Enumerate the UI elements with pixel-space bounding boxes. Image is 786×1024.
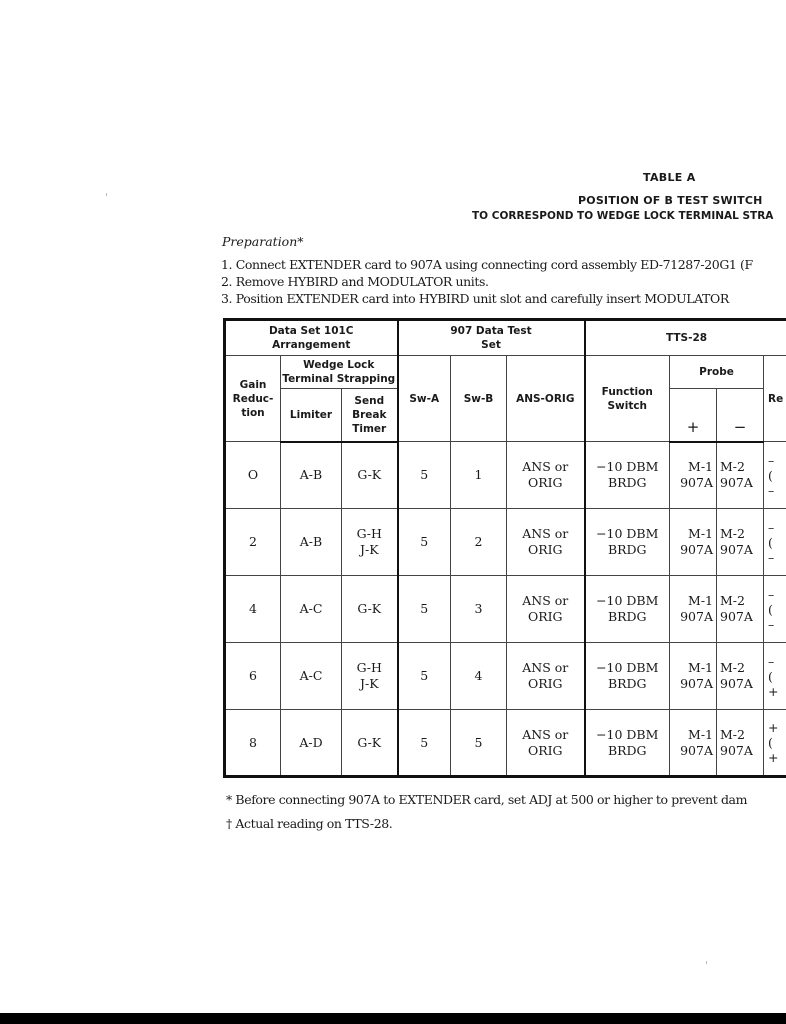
cell-function-switch-line: BRDG xyxy=(607,676,647,691)
header-data-set xyxy=(225,320,398,356)
cell-sw-b-line: 1 xyxy=(474,467,483,482)
cell-reading-line: – xyxy=(768,519,775,535)
cell-ans-orig-line: ANS or xyxy=(522,593,569,608)
cell-limiter xyxy=(281,643,342,710)
cell-gain-reduction xyxy=(225,710,281,777)
cell-ans-orig xyxy=(507,576,585,643)
cell-send-break-timer xyxy=(342,710,398,777)
cell-function-switch-line: −10 DBM xyxy=(596,593,659,608)
cell-probe-minus xyxy=(717,442,764,509)
cell-probe-plus xyxy=(670,576,717,643)
cell-sw-a-line: 5 xyxy=(420,467,429,482)
cell-probe-plus-line: 907A xyxy=(680,609,713,624)
cell-probe-plus-line: 907A xyxy=(680,742,713,758)
cell-probe-plus-line: 907A xyxy=(680,542,713,557)
cell-sw-a xyxy=(398,509,451,576)
cell-function-switch xyxy=(585,643,670,710)
cell-ans-orig-line: ORIG xyxy=(527,475,563,490)
cell-reading-line: – xyxy=(768,616,775,632)
cell-reading-line: ( xyxy=(768,467,773,483)
cell-probe-minus-line: 907A xyxy=(720,542,753,557)
cell-probe-minus xyxy=(717,576,764,643)
cell-gain-reduction xyxy=(225,576,281,643)
table-row xyxy=(225,442,786,509)
header-data-set-line2: Arrangement xyxy=(272,339,351,351)
cell-reading-line: ( xyxy=(768,668,773,684)
table-row xyxy=(225,576,786,643)
cell-reading-line: ( xyxy=(768,601,773,617)
header-probe-plus: + xyxy=(670,389,717,442)
cell-gain-reduction-line: O xyxy=(247,467,259,482)
header-send-line2: Break xyxy=(352,408,387,421)
preparation-step: 1. Connect EXTENDER card to 907A using connecting cord assembly ED-71287-20G1 (F xyxy=(221,257,753,272)
cell-probe-minus xyxy=(717,509,764,576)
scan-bottom-border xyxy=(0,1013,786,1024)
table-title-line-2: TO CORRESPOND TO WEDGE LOCK TERMINAL STRA xyxy=(472,210,774,222)
cell-limiter-line: A-D xyxy=(299,734,323,750)
header-function-switch xyxy=(585,356,670,442)
cell-reading-line: – xyxy=(768,482,775,498)
header-send-break-timer xyxy=(342,389,398,442)
table-a xyxy=(223,318,786,778)
header-sw-b: Sw-B xyxy=(451,356,507,442)
cell-sw-a-line: 5 xyxy=(420,534,429,549)
header-gain-reduction xyxy=(225,356,281,442)
cell-probe-minus-line: M-2 xyxy=(720,459,745,475)
cell-ans-orig-line: ANS or xyxy=(522,660,569,675)
cell-reading-line: ( xyxy=(768,735,773,750)
header-wedge-line2: Terminal Strapping xyxy=(282,373,396,385)
cell-reading-line: – xyxy=(768,586,775,602)
header-limiter: Limiter xyxy=(281,389,342,442)
cell-send-break-timer-line: G-K xyxy=(357,601,382,616)
cell-probe-minus xyxy=(717,643,764,710)
cell-limiter xyxy=(281,710,342,777)
cell-function-switch-line: −10 DBM xyxy=(596,726,659,742)
cell-sw-b-line: 3 xyxy=(474,601,483,616)
cell-sw-a xyxy=(398,643,451,710)
cell-gain-reduction-line: 2 xyxy=(249,534,257,549)
cell-reading xyxy=(764,576,786,643)
cell-probe-minus xyxy=(717,710,764,777)
cell-gain-reduction xyxy=(225,509,281,576)
cell-reading-line: – xyxy=(768,549,775,565)
cell-gain-reduction-line: 4 xyxy=(249,601,257,616)
cell-gain-reduction xyxy=(225,442,281,509)
table-label: TABLE A xyxy=(643,171,696,184)
header-ans-orig: ANS-ORIG xyxy=(507,356,585,442)
cell-probe-minus-line: M-2 xyxy=(720,593,745,608)
cell-function-switch-line: BRDG xyxy=(607,475,647,490)
cell-ans-orig xyxy=(507,710,585,777)
cell-send-break-timer-line: J-K xyxy=(359,676,379,691)
cell-send-break-timer-line: G-H xyxy=(356,660,382,675)
cell-probe-plus-line: 907A xyxy=(680,475,713,491)
cell-sw-b xyxy=(451,710,507,777)
cell-ans-orig xyxy=(507,442,585,509)
header-probe-minus: − xyxy=(717,389,764,442)
cell-sw-a-line: 5 xyxy=(420,668,429,683)
scan-speck xyxy=(706,961,707,964)
cell-sw-b-line: 2 xyxy=(474,534,483,549)
header-data-set-line1: Data Set 101C xyxy=(268,325,354,337)
cell-function-switch-line: −10 DBM xyxy=(596,660,659,675)
cell-sw-a xyxy=(398,710,451,777)
cell-sw-a xyxy=(398,442,451,509)
table-title-line-1: POSITION OF B TEST SWITCH xyxy=(578,194,763,207)
cell-reading-line: – xyxy=(768,452,775,468)
cell-probe-plus-line: M-1 xyxy=(688,459,713,475)
cell-probe-plus-line: 907A xyxy=(680,676,713,691)
header-wedge-lock xyxy=(281,356,398,389)
cell-sw-b xyxy=(451,509,507,576)
footnote-dagger: † Actual reading on TTS-28. xyxy=(226,816,393,831)
cell-probe-minus-line: M-2 xyxy=(720,726,745,742)
table-row xyxy=(225,643,786,710)
header-gain-line2: Reduc- xyxy=(232,392,274,405)
cell-send-break-timer-line: J-K xyxy=(359,542,379,557)
cell-reading-line: ( xyxy=(768,534,773,550)
cell-limiter xyxy=(281,442,342,509)
cell-sw-a xyxy=(398,576,451,643)
header-sw-a: Sw-A xyxy=(398,356,451,442)
cell-sw-b-line: 4 xyxy=(474,668,483,683)
cell-gain-reduction xyxy=(225,643,281,710)
header-function-line1: Function xyxy=(601,385,653,398)
cell-probe-minus-line: M-2 xyxy=(720,660,745,675)
header-function-line2: Switch xyxy=(607,399,648,412)
cell-ans-orig-line: ORIG xyxy=(527,742,563,758)
preparation-step: 3. Position EXTENDER card into HYBIRD unit slot and carefully insert MODULATOR xyxy=(221,291,729,306)
cell-ans-orig-line: ANS or xyxy=(522,459,569,474)
header-test-set-line1: 907 Data Test xyxy=(450,325,532,337)
cell-function-switch xyxy=(585,509,670,576)
cell-function-switch-line: BRDG xyxy=(607,542,647,557)
cell-send-break-timer xyxy=(342,509,398,576)
cell-probe-plus-line: M-1 xyxy=(688,593,713,608)
cell-ans-orig-line: ORIG xyxy=(527,609,563,624)
table-row xyxy=(225,509,786,576)
cell-sw-b xyxy=(451,442,507,509)
cell-probe-plus xyxy=(670,442,717,509)
cell-probe-minus-line: 907A xyxy=(720,742,753,758)
preparation-heading: Preparation* xyxy=(222,234,304,249)
cell-reading-line: + xyxy=(768,683,779,699)
preparation-step: 2. Remove HYBIRD and MODULATOR units. xyxy=(221,274,489,289)
cell-probe-plus xyxy=(670,509,717,576)
footnote-asterisk: * Before connecting 907A to EXTENDER card, set ADJ at 500 or higher to prevent dam xyxy=(226,792,748,807)
cell-probe-minus-line: M-2 xyxy=(720,526,745,541)
preparation-steps xyxy=(221,256,753,307)
cell-probe-plus xyxy=(670,710,717,777)
cell-reading xyxy=(764,643,786,710)
cell-function-switch-line: −10 DBM xyxy=(596,459,659,474)
header-send-line3: Timer xyxy=(352,422,387,435)
cell-reading-line: – xyxy=(768,653,775,669)
cell-limiter-line: A-B xyxy=(299,534,323,549)
cell-sw-b xyxy=(451,643,507,710)
header-send-line1: Send xyxy=(354,394,385,407)
cell-probe-minus-line: 907A xyxy=(720,609,753,624)
cell-reading-line: + xyxy=(768,750,779,765)
cell-sw-a-line: 5 xyxy=(420,601,429,616)
header-probe: Probe xyxy=(670,356,764,389)
cell-send-break-timer-line: G-K xyxy=(357,734,382,750)
cell-limiter xyxy=(281,576,342,643)
cell-limiter-line: A-B xyxy=(299,467,323,483)
cell-reading-line: + xyxy=(768,720,779,735)
cell-function-switch-line: BRDG xyxy=(607,742,647,758)
cell-function-switch-line: −10 DBM xyxy=(596,526,659,541)
cell-sw-b xyxy=(451,576,507,643)
cell-ans-orig-line: ORIG xyxy=(527,676,563,691)
cell-reading xyxy=(764,509,786,576)
header-reading: Re xyxy=(764,356,786,442)
cell-limiter-line: A-C xyxy=(299,668,323,683)
header-test-set xyxy=(398,320,585,356)
cell-limiter-line: A-C xyxy=(299,601,323,616)
cell-ans-orig xyxy=(507,643,585,710)
cell-sw-a-line: 5 xyxy=(420,734,429,750)
cell-gain-reduction-line: 6 xyxy=(249,668,257,683)
cell-send-break-timer xyxy=(342,576,398,643)
header-gain-line3: tion xyxy=(241,406,265,419)
cell-gain-reduction-line: 8 xyxy=(249,734,257,750)
settings-table xyxy=(223,318,786,778)
cell-ans-orig-line: ORIG xyxy=(527,542,563,557)
cell-send-break-timer xyxy=(342,643,398,710)
header-wedge-line1: Wedge Lock xyxy=(303,359,375,371)
scan-speck xyxy=(106,193,107,196)
cell-ans-orig xyxy=(507,509,585,576)
cell-ans-orig-line: ANS or xyxy=(522,726,569,742)
cell-ans-orig-line: ANS or xyxy=(522,526,569,541)
cell-function-switch xyxy=(585,576,670,643)
cell-send-break-timer-line: G-K xyxy=(357,467,382,483)
cell-function-switch-line: BRDG xyxy=(607,609,647,624)
cell-probe-minus-line: 907A xyxy=(720,676,753,691)
cell-send-break-timer xyxy=(342,442,398,509)
cell-reading xyxy=(764,710,786,777)
table-row xyxy=(225,710,786,777)
cell-probe-plus-line: M-1 xyxy=(688,660,713,675)
cell-probe-minus-line: 907A xyxy=(720,475,753,491)
cell-probe-plus-line: M-1 xyxy=(688,526,713,541)
cell-function-switch xyxy=(585,442,670,509)
header-test-set-line2: Set xyxy=(481,339,501,351)
header-gain-line1: Gain xyxy=(239,378,267,391)
cell-probe-plus-line: M-1 xyxy=(688,726,713,742)
cell-reading xyxy=(764,442,786,509)
cell-probe-plus xyxy=(670,643,717,710)
header-tts: TTS-28 xyxy=(585,320,786,356)
cell-limiter xyxy=(281,509,342,576)
cell-sw-b-line: 5 xyxy=(474,734,483,750)
cell-function-switch xyxy=(585,710,670,777)
cell-send-break-timer-line: G-H xyxy=(356,526,382,541)
